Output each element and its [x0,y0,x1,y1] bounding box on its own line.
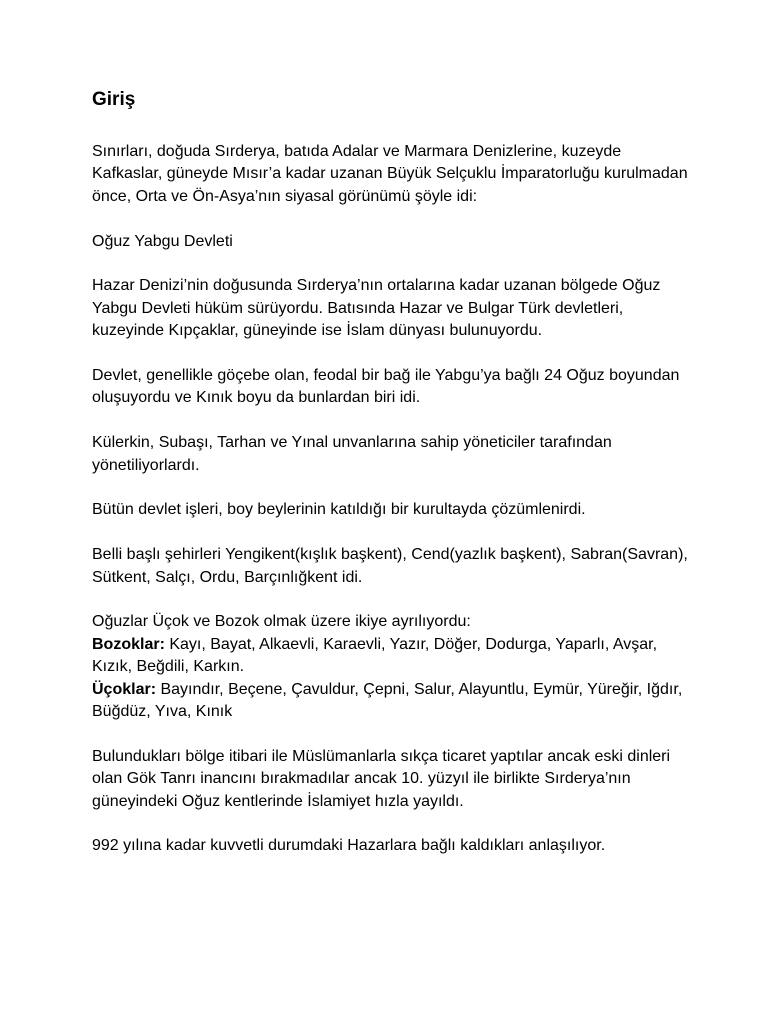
bozoklar-list: Kayı, Bayat, Alkaevli, Karaevli, Yazır, Döğer, Dodurga, Yaparlı, Avşar, Kızık, Beğdili, Karkın. [92,635,658,676]
paragraph-rulers: Külerkin, Subaşı, Tarhan ve Yınal unvanlarına sahip yöneticiler tarafından yönetiliyorlardı. [92,434,612,474]
paragraph-intro: Sınırları, doğuda Sırderya, batıda Adalar ve Marmara Denizlerine, kuzeyde Kafkaslar, güneyde Mısır’a kadar uzanan Büyük Selçuklu İmparatorluğu kurulmadan önce, Orta ve Ön-Asya’nın siyasal görünümü şöyle idi: [92,143,688,205]
bozoklar-label: Bozoklar: [92,635,165,653]
paragraph-kurultay: Bütün devlet işleri, boy beylerinin katıldığı bir kurultayda çözümlenirdi. [92,501,586,519]
paragraph-division: Oğuzlar Üçok ve Bozok olmak üzere ikiye ayrılıyordu: [92,613,471,631]
paragraph-bozoklar [92,634,692,679]
ucoklar-list: Bayındır, Beçene, Çavuldur, Çepni, Salur, Alayuntlu, Eymür, Yüreğir, Iğdır, Büğdüz, Yıva, Kınık [92,680,683,721]
ucoklar-label: Üçoklar: [92,680,157,698]
document-body [92,87,692,858]
paragraph-hazars: 992 yılına kadar kuvvetli durumdaki Hazarlara bağlı kaldıkları anlaşılıyor. [92,837,606,855]
paragraph-religion: Bulundukları bölge itibari ile Müslümanlarla sıkça ticaret yaptılar ancak eski dinleri olan Gök Tanrı inancını bırakmadılar ancak 10. yüzyıl ile birlikte Sırderya’nın güneyindeki Oğuz kentlerinde İslamiyet hızla yayıldı. [92,747,671,810]
paragraph-cities: Belli başlı şehirleri Yengikent(kışlık başkent), Cend(yazlık başkent), Sabran(Savran), Sütkent, Salçı, Ordu, Barçınlığkent idi. [92,546,688,586]
paragraph-ucoklar [92,679,692,724]
paragraph-geography: Hazar Denizi’nin doğusunda Sırderya’nın ortalarına kadar uzanan bölgede Oğuz Yabgu Devleti hüküm sürüyordu. Batısında Hazar ve Bulgar Türk devletleri, kuzeyinde Kıpçaklar, güneyinde ise İslam dünyası bulunuyordu. [92,277,661,340]
document-title: Giriş [92,89,136,110]
section-heading-oguz-yabgu: Oğuz Yabgu Devleti [92,232,233,250]
paragraph-structure: Devlet, genellikle göçebe olan, feodal bir bağ ile Yabgu’ya bağlı 24 Oğuz boyundan oluşuyordu ve Kınık boyu da bunlardan biri idi. [92,367,680,407]
